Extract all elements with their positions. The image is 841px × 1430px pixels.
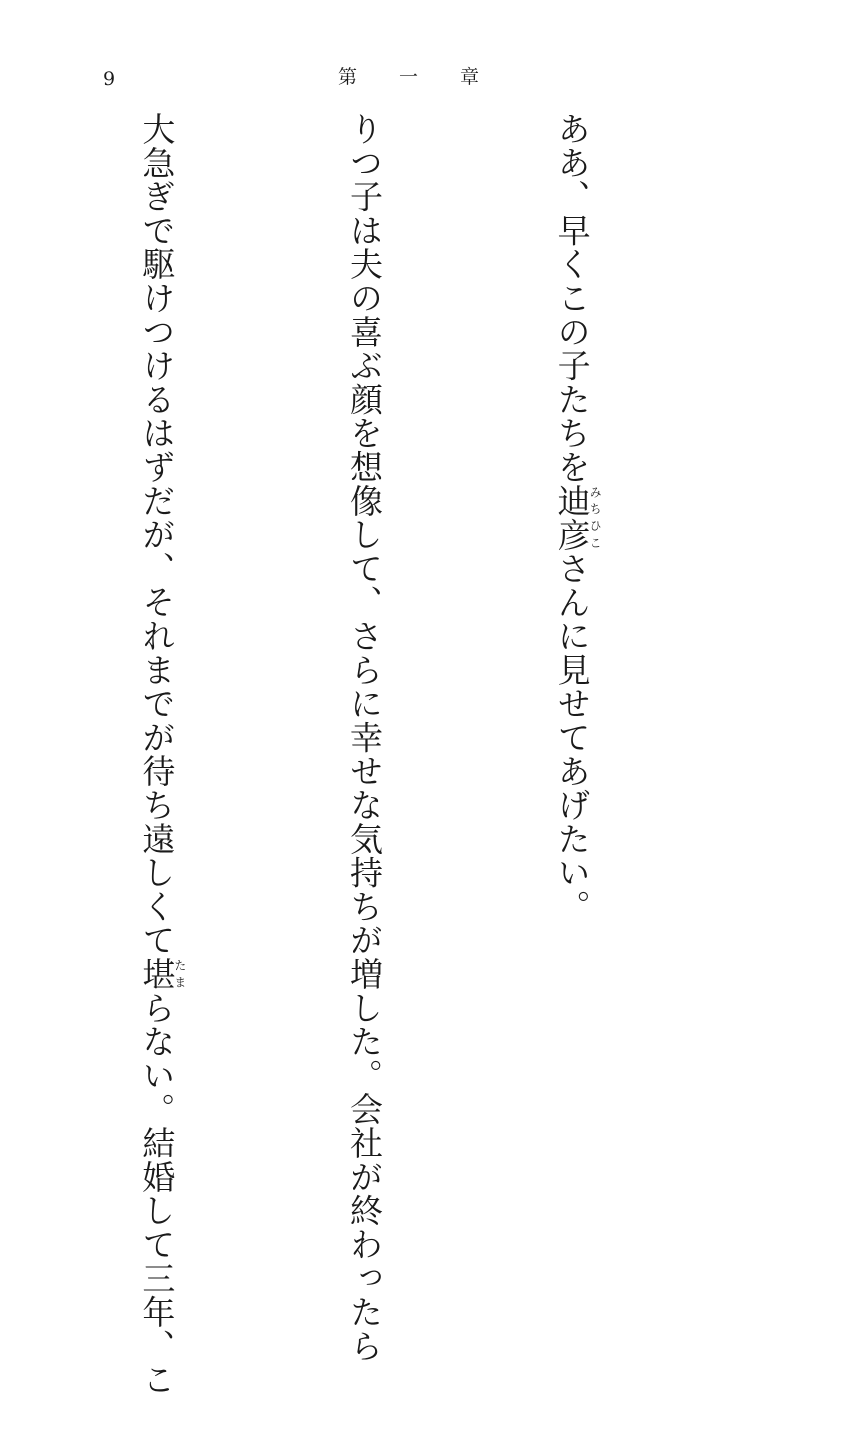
page-number: 9: [103, 68, 116, 90]
chapter-title: 第一章: [338, 66, 522, 88]
ruby-annotation: 堪たま: [137, 957, 187, 991]
text-line: りつ子は夫の喜ぶ顔を想像して、さらに幸せな気持ちが増した。会社が終わったら: [344, 112, 384, 1363]
text-line: 大急ぎで駆けつけるはずだが、それまでが待ち遠しくて堪たまらない。結婚して三年、こ: [137, 112, 187, 1397]
text-line: ああ、早くこの子たちを迪彦みちひこさんに見せてあげたい。: [552, 112, 603, 924]
ruby-annotation: 迪彦みちひこ: [552, 483, 603, 552]
body-text: [0, 112, 745, 1397]
